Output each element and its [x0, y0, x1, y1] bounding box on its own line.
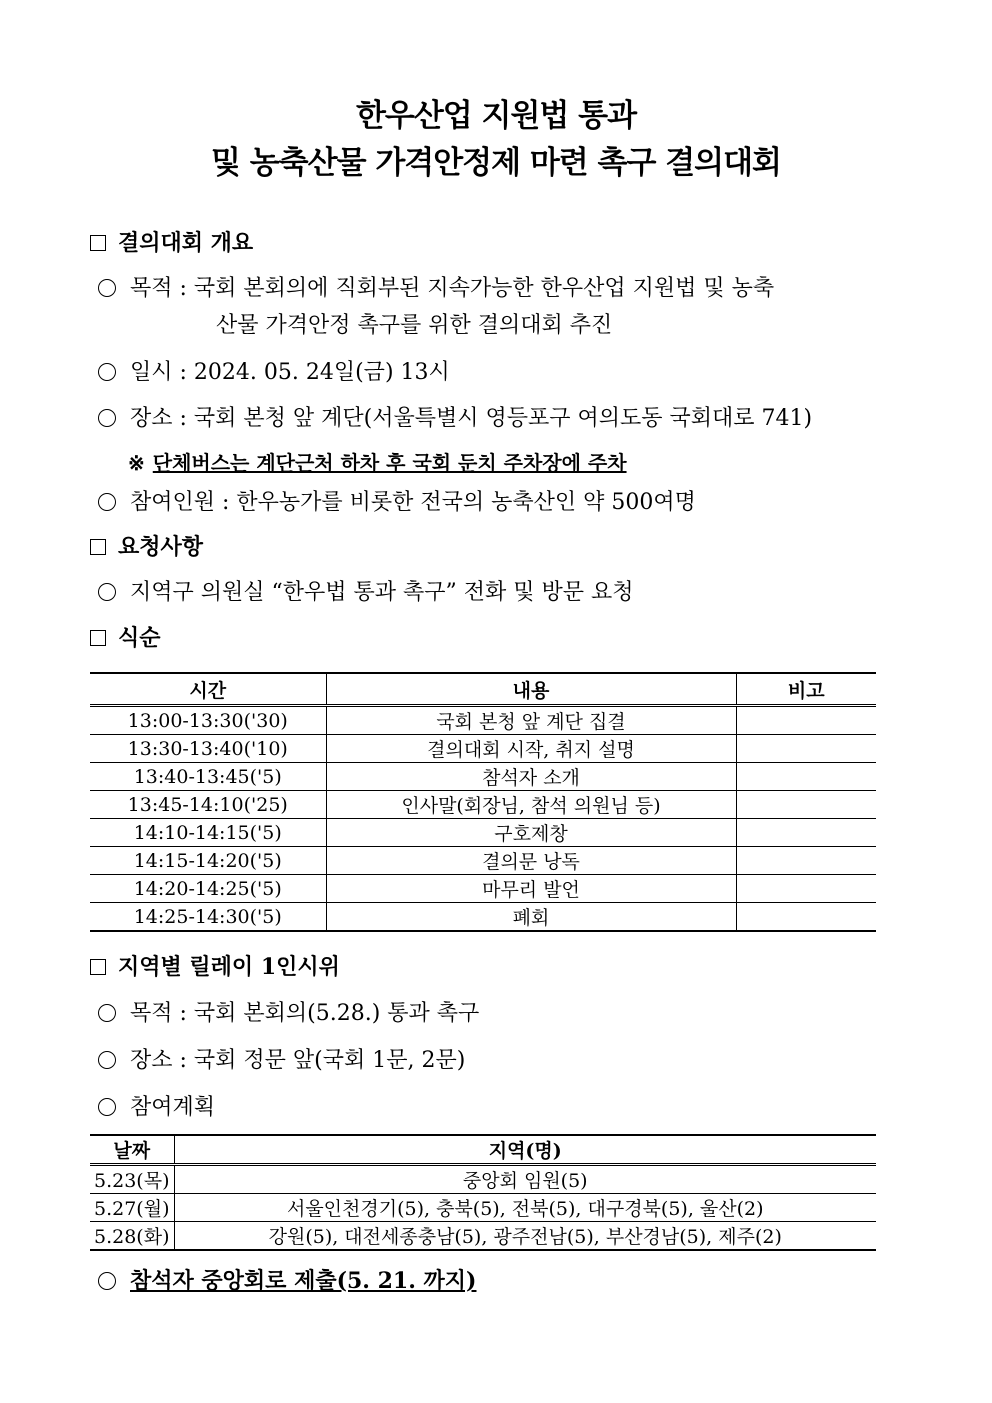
relay-purpose-text: 목적 : 국회 본회의(5.28.) 통과 촉구 [130, 1001, 480, 1026]
region-cell: 중앙회 임원(5) [174, 1165, 876, 1194]
section-relay [90, 950, 340, 981]
table-header-row [90, 1135, 876, 1165]
note-cell [736, 819, 876, 847]
time-cell: 13:40-13:45('5) [90, 763, 326, 791]
column-header: 내용 [326, 673, 736, 706]
time-cell: 14:20-14:25('5) [90, 875, 326, 903]
table-row [90, 903, 876, 932]
circle-bullet-icon [98, 279, 116, 297]
section-heading: 지역별 릴레이 1인시위 [118, 954, 340, 980]
date-cell: 5.28(화) [90, 1222, 174, 1251]
purpose-continuation: 산물 가격안정 촉구를 위한 결의대회 추진 [216, 313, 613, 338]
participants-item [98, 485, 696, 516]
document-title-line1: 한우산업 지원법 통과 [355, 98, 637, 134]
section-requests [90, 530, 203, 561]
submission-item [98, 1264, 476, 1295]
relay-purpose-item [98, 996, 479, 1027]
note-cell [736, 735, 876, 763]
checkbox-square-icon [90, 235, 106, 251]
date-cell: 5.27(월) [90, 1194, 174, 1222]
column-header: 날짜 [90, 1135, 174, 1165]
circle-bullet-icon [98, 1004, 116, 1022]
place-text: 장소 : 국회 본청 앞 계단(서울특별시 영등포구 여의도동 국회대로 741) [130, 406, 813, 431]
time-cell: 13:00-13:30('30) [90, 706, 326, 735]
date-cell: 5.23(목) [90, 1165, 174, 1194]
circle-bullet-icon [98, 493, 116, 511]
content-cell: 결의대회 시작, 취지 설명 [326, 735, 736, 763]
table-row [90, 847, 876, 875]
table-header-row [90, 673, 876, 706]
purpose-text: 목적 : 국회 본회의에 직회부된 지속가능한 한우산업 지원법 및 농축 [130, 276, 775, 301]
column-header: 지역(명) [174, 1135, 876, 1165]
place-item [98, 401, 812, 432]
region-cell: 서울인천경기(5), 충북(5), 전북(5), 대구경북(5), 울산(2) [174, 1194, 876, 1222]
time-cell: 14:25-14:30('5) [90, 903, 326, 932]
section-heading: 식순 [118, 625, 161, 651]
section-overview [90, 226, 253, 257]
table-row [90, 819, 876, 847]
circle-bullet-icon [98, 1051, 116, 1069]
table-row [90, 1222, 876, 1251]
request-text: 지역구 의원실 “한우법 통과 촉구” 전화 및 방문 요청 [130, 580, 634, 605]
section-heading: 결의대회 개요 [118, 230, 254, 256]
checkbox-square-icon [90, 539, 106, 555]
region-cell: 강원(5), 대전세종충남(5), 광주전남(5), 부산경남(5), 제주(2) [174, 1222, 876, 1251]
note-cell [736, 763, 876, 791]
purpose-item [98, 271, 774, 302]
note-cell [736, 875, 876, 903]
circle-bullet-icon [98, 409, 116, 427]
note-cell [736, 706, 876, 735]
content-cell: 구호제창 [326, 819, 736, 847]
note-cell [736, 847, 876, 875]
content-cell: 마무리 발언 [326, 875, 736, 903]
relay-place-text: 장소 : 국회 정문 앞(국회 1문, 2문) [130, 1048, 466, 1073]
time-cell: 14:10-14:15('5) [90, 819, 326, 847]
circle-bullet-icon [98, 583, 116, 601]
note-cell [736, 791, 876, 819]
circle-bullet-icon [98, 1272, 116, 1290]
datetime-text: 일시 : 2024. 05. 24일(금) 13시 [130, 360, 450, 385]
content-cell: 국회 본청 앞 계단 집결 [326, 706, 736, 735]
relay-plan-text: 참여계획 [130, 1095, 216, 1120]
section-schedule [90, 621, 161, 652]
circle-bullet-icon [98, 363, 116, 381]
note-mark: ※ [128, 451, 145, 475]
table-row [90, 706, 876, 735]
participants-text: 참여인원 : 한우농가를 비롯한 전국의 농축산인 약 500여명 [130, 490, 696, 515]
relay-plan-item [98, 1090, 215, 1121]
submission-text: 참석자 중앙회로 제출(5. 21. 까지) [130, 1268, 477, 1294]
checkbox-square-icon [90, 959, 106, 975]
checkbox-square-icon [90, 630, 106, 646]
table-row [90, 875, 876, 903]
note-cell [736, 903, 876, 932]
request-item [98, 575, 633, 606]
schedule-table [90, 672, 876, 932]
content-cell: 참석자 소개 [326, 763, 736, 791]
time-cell: 13:30-13:40('10) [90, 735, 326, 763]
content-cell: 결의문 낭독 [326, 847, 736, 875]
table-row [90, 1194, 876, 1222]
time-cell: 14:15-14:20('5) [90, 847, 326, 875]
content-cell: 폐회 [326, 903, 736, 932]
content-cell: 인사말(회장님, 참석 의원님 등) [326, 791, 736, 819]
table-row [90, 735, 876, 763]
document-title-line2: 및 농축산물 가격안정제 마련 촉구 결의대회 [211, 145, 781, 181]
table-row [90, 791, 876, 819]
note-text: 단체버스는 계단근처 하차 후 국회 둔치 주차장에 주차 [152, 451, 627, 475]
circle-bullet-icon [98, 1098, 116, 1116]
bus-note [128, 447, 627, 476]
relay-place-item [98, 1043, 465, 1074]
time-cell: 13:45-14:10('25) [90, 791, 326, 819]
section-heading: 요청사항 [118, 534, 204, 560]
column-header: 비고 [736, 673, 876, 706]
table-row [90, 1165, 876, 1194]
table-row [90, 763, 876, 791]
column-header: 시간 [90, 673, 326, 706]
datetime-item [98, 355, 450, 386]
participation-table [90, 1134, 876, 1251]
